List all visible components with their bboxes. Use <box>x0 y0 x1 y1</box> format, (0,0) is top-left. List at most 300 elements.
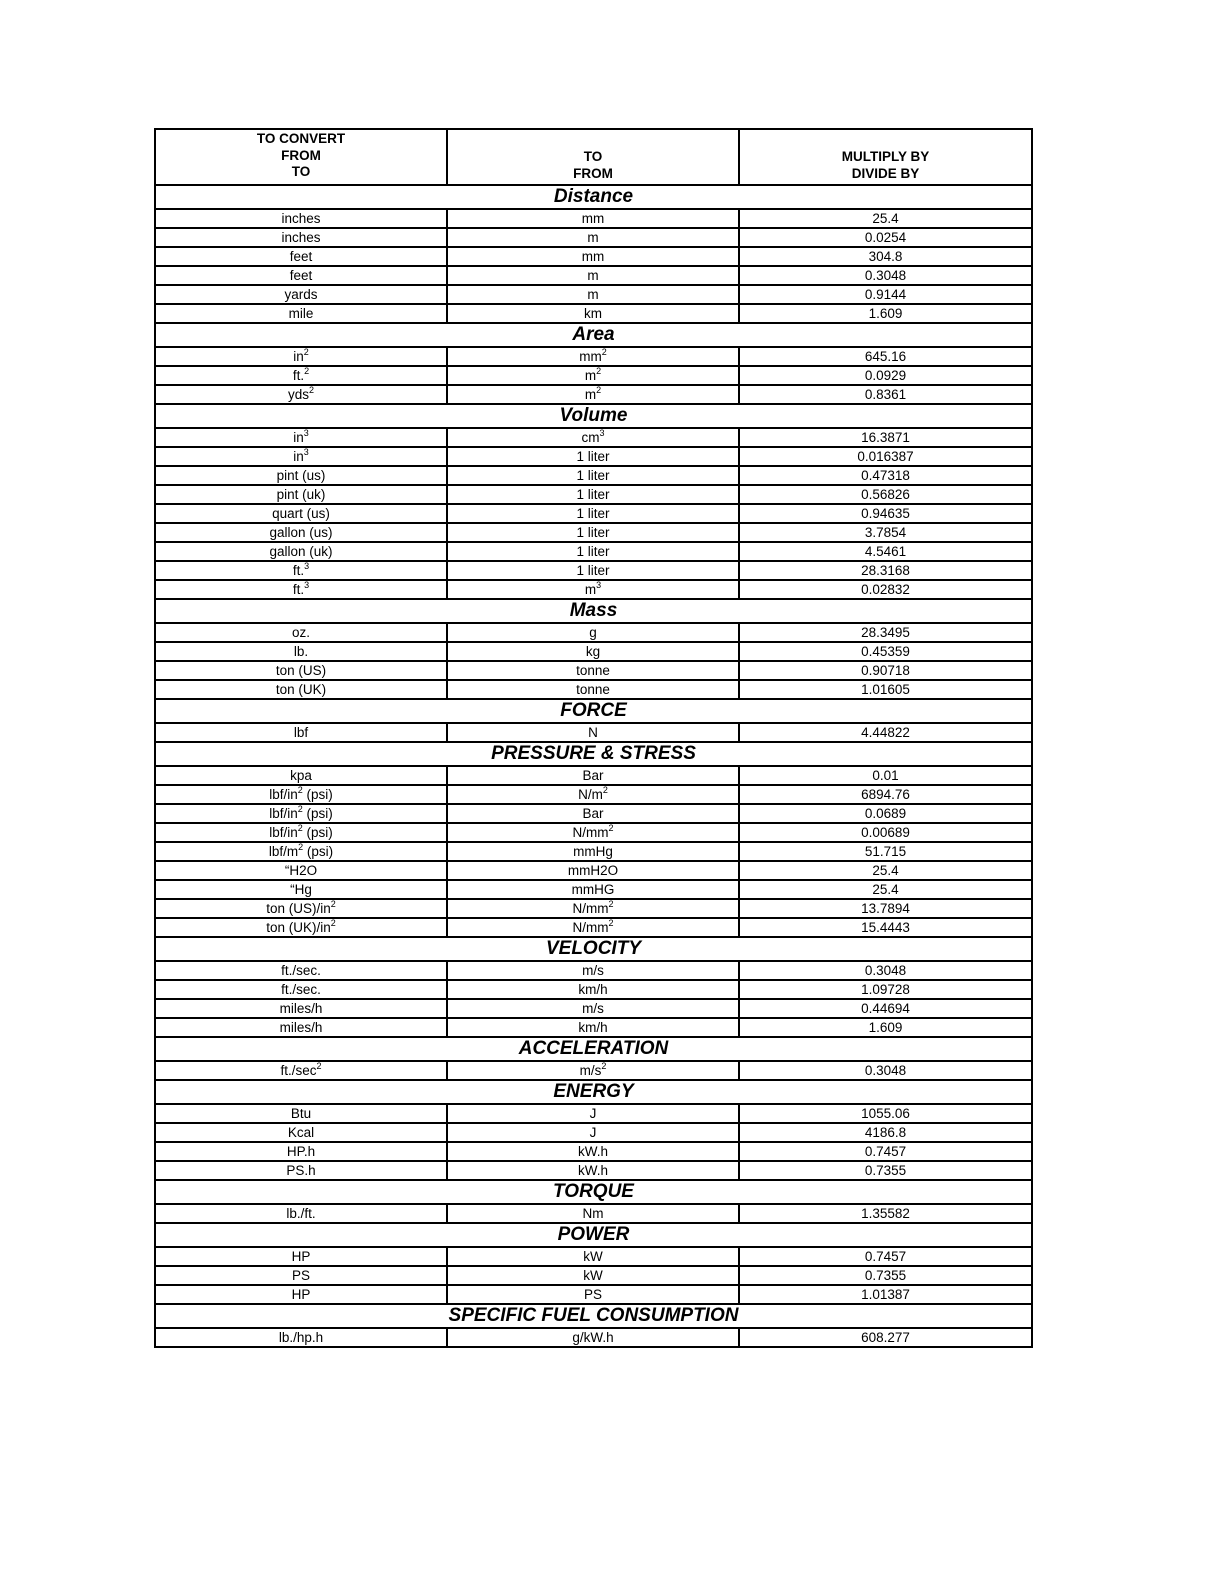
from-unit-cell-text: in <box>293 348 304 364</box>
section-title: Mass <box>155 599 1032 623</box>
to-unit-cell-text: kW <box>583 1248 603 1264</box>
from-unit-cell-text: lbf/in <box>269 824 298 840</box>
to-unit-cell-text: 1 liter <box>576 505 610 521</box>
to-unit-cell <box>447 209 739 228</box>
from-unit-cell-text: Kcal <box>287 1124 315 1140</box>
from-unit-cell <box>155 561 447 580</box>
table-row <box>155 228 1032 247</box>
table-row <box>155 504 1032 523</box>
section-header-pressure-stress <box>155 742 1032 766</box>
header-line: TO <box>583 149 603 164</box>
from-unit-cell-text: “H2O <box>284 862 318 878</box>
factor-cell: 0.016387 <box>739 447 1032 466</box>
from-unit-cell <box>155 918 447 937</box>
header-convert-from-to <box>155 129 447 185</box>
from-unit-cell <box>155 623 447 642</box>
to-unit-cell-text: N/m <box>578 786 603 802</box>
superscript-exponent: 2 <box>303 346 309 357</box>
factor-cell: 1.609 <box>739 1018 1032 1037</box>
to-unit-cell-text: PS <box>583 1286 602 1302</box>
from-unit-cell <box>155 842 447 861</box>
table-row <box>155 661 1032 680</box>
from-unit-cell <box>155 980 447 999</box>
to-unit-cell-text: kg <box>585 643 601 659</box>
factor-cell: 25.4 <box>739 209 1032 228</box>
table-row <box>155 366 1032 385</box>
factor-cell: 0.9144 <box>739 285 1032 304</box>
table-row <box>155 899 1032 918</box>
from-unit-cell-text: lbf <box>293 724 309 740</box>
from-unit-cell-text: in <box>293 448 304 464</box>
to-unit-cell <box>447 961 739 980</box>
to-unit-cell <box>447 642 739 661</box>
from-unit-cell <box>155 285 447 304</box>
to-unit-cell <box>447 485 739 504</box>
section-header-specific-fuel-consumption <box>155 1304 1032 1328</box>
from-unit-cell <box>155 304 447 323</box>
table-row <box>155 1266 1032 1285</box>
from-unit-cell-text: lb./hp.h <box>278 1329 324 1345</box>
to-unit-cell <box>447 1285 739 1304</box>
from-unit-cell <box>155 523 447 542</box>
superscript-exponent: 3 <box>304 579 310 590</box>
from-unit-cell <box>155 485 447 504</box>
to-unit-cell-text: Bar <box>582 805 604 821</box>
table-row <box>155 1104 1032 1123</box>
to-unit-cell-text: m <box>584 367 597 383</box>
superscript-exponent: 3 <box>303 427 309 438</box>
to-unit-cell <box>447 785 739 804</box>
factor-cell: 0.94635 <box>739 504 1032 523</box>
to-unit-cell-text: g/kW.h <box>572 1329 614 1345</box>
factor-cell: 0.56826 <box>739 485 1032 504</box>
superscript-exponent: 2 <box>297 803 303 814</box>
section-title: SPECIFIC FUEL CONSUMPTION <box>155 1304 1032 1328</box>
from-unit-cell <box>155 209 447 228</box>
from-unit-cell-text: lb. <box>293 643 309 659</box>
table-row <box>155 804 1032 823</box>
from-unit-cell <box>155 1061 447 1080</box>
from-unit-cell <box>155 861 447 880</box>
table-row <box>155 918 1032 937</box>
section-header-volume <box>155 404 1032 428</box>
from-unit-cell-text: feet <box>289 248 313 264</box>
table-row <box>155 247 1032 266</box>
to-unit-cell <box>447 880 739 899</box>
from-unit-cell-text: “Hg <box>290 881 312 897</box>
to-unit-cell <box>447 918 739 937</box>
to-unit-cell-text: m <box>584 581 597 597</box>
to-unit-cell-text: 1 liter <box>576 448 610 464</box>
table-row <box>155 385 1032 404</box>
to-unit-cell <box>447 1266 739 1285</box>
factor-cell: 16.3871 <box>739 428 1032 447</box>
superscript-exponent: 2 <box>596 384 602 395</box>
to-unit-cell <box>447 580 739 599</box>
factor-cell: 1.609 <box>739 304 1032 323</box>
to-unit-cell <box>447 247 739 266</box>
from-unit-cell-text: ton (US) <box>275 662 327 678</box>
section-title: FORCE <box>155 699 1032 723</box>
superscript-exponent: 2 <box>596 365 602 376</box>
table-row <box>155 266 1032 285</box>
factor-cell: 1.01605 <box>739 680 1032 699</box>
from-unit-cell <box>155 1123 447 1142</box>
to-unit-cell-text: mm <box>579 348 602 364</box>
table-row <box>155 1328 1032 1347</box>
to-unit-cell-text: 1 liter <box>576 524 610 540</box>
superscript-exponent: 2 <box>309 384 315 395</box>
header-line: TO CONVERT <box>256 131 346 146</box>
from-unit-cell <box>155 642 447 661</box>
from-unit-cell <box>155 385 447 404</box>
from-unit-cell <box>155 1104 447 1123</box>
table-row <box>155 523 1032 542</box>
from-unit-cell <box>155 347 447 366</box>
table-row <box>155 823 1032 842</box>
table-row <box>155 723 1032 742</box>
from-unit-cell <box>155 428 447 447</box>
factor-cell: 608.277 <box>739 1328 1032 1347</box>
from-unit-cell-text: feet <box>289 267 313 283</box>
section-header-power <box>155 1223 1032 1247</box>
to-unit-cell <box>447 1161 739 1180</box>
superscript-exponent: 2 <box>601 346 607 357</box>
to-unit-cell <box>447 561 739 580</box>
conversion-table-body <box>155 129 1032 1347</box>
factor-cell: 4.44822 <box>739 723 1032 742</box>
to-unit-cell <box>447 347 739 366</box>
superscript-exponent: 3 <box>599 427 605 438</box>
factor-cell: 28.3168 <box>739 561 1032 580</box>
to-unit-cell-text: J <box>589 1124 597 1140</box>
to-unit-cell-text: N/mm <box>572 919 609 935</box>
table-row <box>155 1247 1032 1266</box>
to-unit-cell <box>447 804 739 823</box>
from-unit-cell-text: lbf/m <box>268 843 299 859</box>
section-header-mass <box>155 599 1032 623</box>
to-unit-cell-text: m <box>584 386 597 402</box>
from-unit-cell <box>155 1328 447 1347</box>
from-unit-cell-text: ft. <box>292 562 305 578</box>
from-unit-cell-text: ft. <box>292 581 305 597</box>
factor-cell: 304.8 <box>739 247 1032 266</box>
table-row <box>155 861 1032 880</box>
factor-cell: 0.44694 <box>739 999 1032 1018</box>
from-unit-cell <box>155 1204 447 1223</box>
to-unit-cell <box>447 542 739 561</box>
from-unit-cell-text: pint (us) <box>276 467 326 483</box>
to-unit-cell-text: mmH2O <box>567 862 619 878</box>
table-row <box>155 561 1032 580</box>
to-unit-cell-text: tonne <box>576 681 610 697</box>
to-unit-cell-text: N/mm <box>572 824 609 840</box>
from-unit-cell-text: ton (UK)/in <box>266 919 331 935</box>
factor-cell: 0.02832 <box>739 580 1032 599</box>
to-unit-cell <box>447 466 739 485</box>
section-title: TORQUE <box>155 1180 1032 1204</box>
table-row <box>155 1018 1032 1037</box>
to-unit-cell-text: m/s <box>582 1000 604 1016</box>
from-unit-cell-text: in <box>293 429 304 445</box>
table-row <box>155 447 1032 466</box>
to-unit-cell-text: km <box>584 305 602 321</box>
to-unit-cell <box>447 980 739 999</box>
to-unit-cell-text: km/h <box>578 981 608 997</box>
to-unit-cell <box>447 999 739 1018</box>
to-unit-cell-text: m <box>587 286 599 302</box>
factor-cell: 51.715 <box>739 842 1032 861</box>
table-row <box>155 285 1032 304</box>
from-unit-cell <box>155 680 447 699</box>
from-unit-cell-text: pint (uk) <box>276 486 326 502</box>
to-unit-cell-text: N <box>588 724 598 740</box>
from-unit-cell-text: ton (US)/in <box>266 900 331 916</box>
table-row <box>155 680 1032 699</box>
superscript-exponent: 3 <box>304 560 310 571</box>
factor-cell: 0.00689 <box>739 823 1032 842</box>
header-to-from <box>447 129 739 185</box>
from-unit-cell <box>155 785 447 804</box>
factor-cell: 0.8361 <box>739 385 1032 404</box>
to-unit-cell-text: mm <box>581 248 605 264</box>
from-unit-cell-text: ft. <box>292 367 305 383</box>
to-unit-cell <box>447 680 739 699</box>
header-line: TO <box>291 164 311 179</box>
table-row <box>155 304 1032 323</box>
section-header-velocity <box>155 937 1032 961</box>
from-unit-cell <box>155 999 447 1018</box>
from-unit-cell <box>155 804 447 823</box>
from-unit-cell <box>155 1018 447 1037</box>
to-unit-cell <box>447 842 739 861</box>
header-multiply-divide <box>739 129 1032 185</box>
to-unit-cell <box>447 304 739 323</box>
to-unit-cell <box>447 228 739 247</box>
section-header-distance <box>155 185 1032 209</box>
superscript-exponent: 2 <box>608 822 614 833</box>
from-unit-cell-text: quart (us) <box>272 505 330 521</box>
table-row <box>155 785 1032 804</box>
to-unit-cell <box>447 1061 739 1080</box>
factor-cell: 0.01 <box>739 766 1032 785</box>
to-unit-cell <box>447 285 739 304</box>
factor-cell: 1.01387 <box>739 1285 1032 1304</box>
from-unit-cell-suffix: (psi) <box>302 805 333 821</box>
to-unit-cell <box>447 1328 739 1347</box>
superscript-exponent: 2 <box>330 898 336 909</box>
to-unit-cell <box>447 447 739 466</box>
from-unit-cell <box>155 723 447 742</box>
table-row <box>155 880 1032 899</box>
factor-cell: 0.0929 <box>739 366 1032 385</box>
to-unit-cell-text: tonne <box>576 662 610 678</box>
from-unit-cell-text: lbf/in <box>269 805 298 821</box>
from-unit-cell-text: miles/h <box>279 1000 323 1016</box>
from-unit-cell-text: miles/h <box>279 1019 323 1035</box>
from-unit-cell-text: mile <box>288 305 314 321</box>
table-row <box>155 580 1032 599</box>
to-unit-cell <box>447 385 739 404</box>
to-unit-cell-text: g <box>589 624 597 640</box>
to-unit-cell-text: m/s <box>582 962 604 978</box>
section-title: ENERGY <box>155 1080 1032 1104</box>
from-unit-cell-text: gallon (us) <box>269 524 333 540</box>
from-unit-cell-text: yds <box>287 386 309 402</box>
factor-cell: 0.7355 <box>739 1161 1032 1180</box>
table-row <box>155 428 1032 447</box>
from-unit-cell <box>155 766 447 785</box>
from-unit-cell-text: Btu <box>290 1105 312 1121</box>
table-row <box>155 999 1032 1018</box>
superscript-exponent: 3 <box>596 579 602 590</box>
to-unit-cell <box>447 623 739 642</box>
to-unit-cell-text: J <box>589 1105 597 1121</box>
from-unit-cell <box>155 504 447 523</box>
table-row <box>155 1285 1032 1304</box>
from-unit-cell-text: PS <box>291 1267 310 1283</box>
to-unit-cell-text: 1 liter <box>576 467 610 483</box>
section-header-force <box>155 699 1032 723</box>
from-unit-cell-text: ft./sec. <box>281 962 321 978</box>
from-unit-cell-text: inches <box>281 210 321 226</box>
section-title: VELOCITY <box>155 937 1032 961</box>
to-unit-cell-text: km/h <box>578 1019 608 1035</box>
from-unit-cell <box>155 228 447 247</box>
superscript-exponent: 2 <box>608 917 614 928</box>
from-unit-cell-text: oz. <box>291 624 310 640</box>
to-unit-cell-text: mm <box>581 210 605 226</box>
from-unit-cell-text: inches <box>281 229 321 245</box>
from-unit-cell <box>155 1285 447 1304</box>
superscript-exponent: 2 <box>602 784 608 795</box>
table-row <box>155 980 1032 999</box>
factor-cell: 0.45359 <box>739 642 1032 661</box>
from-unit-cell <box>155 466 447 485</box>
table-row <box>155 485 1032 504</box>
to-unit-cell <box>447 766 739 785</box>
table-header-row <box>155 129 1032 185</box>
to-unit-cell <box>447 1204 739 1223</box>
table-row <box>155 209 1032 228</box>
from-unit-cell <box>155 1142 447 1161</box>
section-header-area <box>155 323 1032 347</box>
section-title: POWER <box>155 1223 1032 1247</box>
factor-cell: 0.7355 <box>739 1266 1032 1285</box>
to-unit-cell <box>447 428 739 447</box>
to-unit-cell-text: mmHG <box>571 881 615 897</box>
factor-cell: 1055.06 <box>739 1104 1032 1123</box>
superscript-exponent: 2 <box>304 365 310 376</box>
from-unit-cell <box>155 961 447 980</box>
table-row <box>155 642 1032 661</box>
to-unit-cell-text: Bar <box>582 767 604 783</box>
to-unit-cell <box>447 861 739 880</box>
from-unit-cell-text: PS.h <box>286 1162 316 1178</box>
superscript-exponent: 2 <box>601 1060 607 1071</box>
to-unit-cell <box>447 266 739 285</box>
table-row <box>155 623 1032 642</box>
from-unit-cell <box>155 823 447 842</box>
to-unit-cell-text: N/mm <box>572 900 609 916</box>
table-row <box>155 347 1032 366</box>
from-unit-cell-text: gallon (uk) <box>269 543 333 559</box>
superscript-exponent: 2 <box>298 841 304 852</box>
to-unit-cell <box>447 366 739 385</box>
factor-cell: 1.35582 <box>739 1204 1032 1223</box>
from-unit-cell-text: HP <box>291 1248 311 1264</box>
to-unit-cell-text: kW <box>583 1267 603 1283</box>
table-row <box>155 1142 1032 1161</box>
factor-cell: 6894.76 <box>739 785 1032 804</box>
from-unit-cell-text: yards <box>284 286 318 302</box>
from-unit-cell <box>155 580 447 599</box>
from-unit-cell-text: HP <box>291 1286 311 1302</box>
factor-cell: 25.4 <box>739 861 1032 880</box>
to-unit-cell-text: m/s <box>579 1062 602 1078</box>
from-unit-cell-suffix: (psi) <box>302 786 333 802</box>
header-line: MULTIPLY BY <box>841 149 930 164</box>
from-unit-cell <box>155 366 447 385</box>
to-unit-cell-text: kW.h <box>577 1162 608 1178</box>
section-header-torque <box>155 1180 1032 1204</box>
to-unit-cell <box>447 504 739 523</box>
factor-cell: 0.0254 <box>739 228 1032 247</box>
to-unit-cell-text: 1 liter <box>576 543 610 559</box>
to-unit-cell <box>447 1104 739 1123</box>
table-row <box>155 466 1032 485</box>
from-unit-cell <box>155 542 447 561</box>
superscript-exponent: 2 <box>316 1060 322 1071</box>
to-unit-cell <box>447 899 739 918</box>
factor-cell: 0.90718 <box>739 661 1032 680</box>
from-unit-cell-text: HP.h <box>286 1143 316 1159</box>
from-unit-cell-text: ft./sec. <box>281 981 321 997</box>
factor-cell: 15.4443 <box>739 918 1032 937</box>
from-unit-cell-text: lbf/in <box>269 786 298 802</box>
to-unit-cell <box>447 823 739 842</box>
conversion-table <box>154 128 1033 1348</box>
to-unit-cell-text: cm <box>581 429 600 445</box>
from-unit-cell <box>155 1266 447 1285</box>
section-title: Area <box>155 323 1032 347</box>
header-line: FROM <box>281 147 321 163</box>
factor-cell: 0.3048 <box>739 1061 1032 1080</box>
table-row <box>155 1204 1032 1223</box>
factor-cell: 4.5461 <box>739 542 1032 561</box>
table-row <box>155 1123 1032 1142</box>
factor-cell: 3.7854 <box>739 523 1032 542</box>
from-unit-cell <box>155 447 447 466</box>
table-row <box>155 1061 1032 1080</box>
from-unit-cell-suffix: (psi) <box>302 824 333 840</box>
from-unit-cell-text: ton (UK) <box>275 681 327 697</box>
section-title: Distance <box>155 185 1032 209</box>
factor-cell: 0.7457 <box>739 1142 1032 1161</box>
factor-cell: 4186.8 <box>739 1123 1032 1142</box>
superscript-exponent: 2 <box>330 917 336 928</box>
header-line: DIVIDE BY <box>851 165 920 181</box>
from-unit-cell <box>155 661 447 680</box>
to-unit-cell <box>447 1123 739 1142</box>
from-unit-cell-text: ft./sec <box>280 1062 317 1078</box>
to-unit-cell <box>447 1142 739 1161</box>
to-unit-cell-text: mmHg <box>573 843 613 859</box>
to-unit-cell-text: 1 liter <box>576 486 610 502</box>
table-row <box>155 961 1032 980</box>
factor-cell: 0.0689 <box>739 804 1032 823</box>
from-unit-cell-text: lb./ft. <box>286 1205 316 1221</box>
